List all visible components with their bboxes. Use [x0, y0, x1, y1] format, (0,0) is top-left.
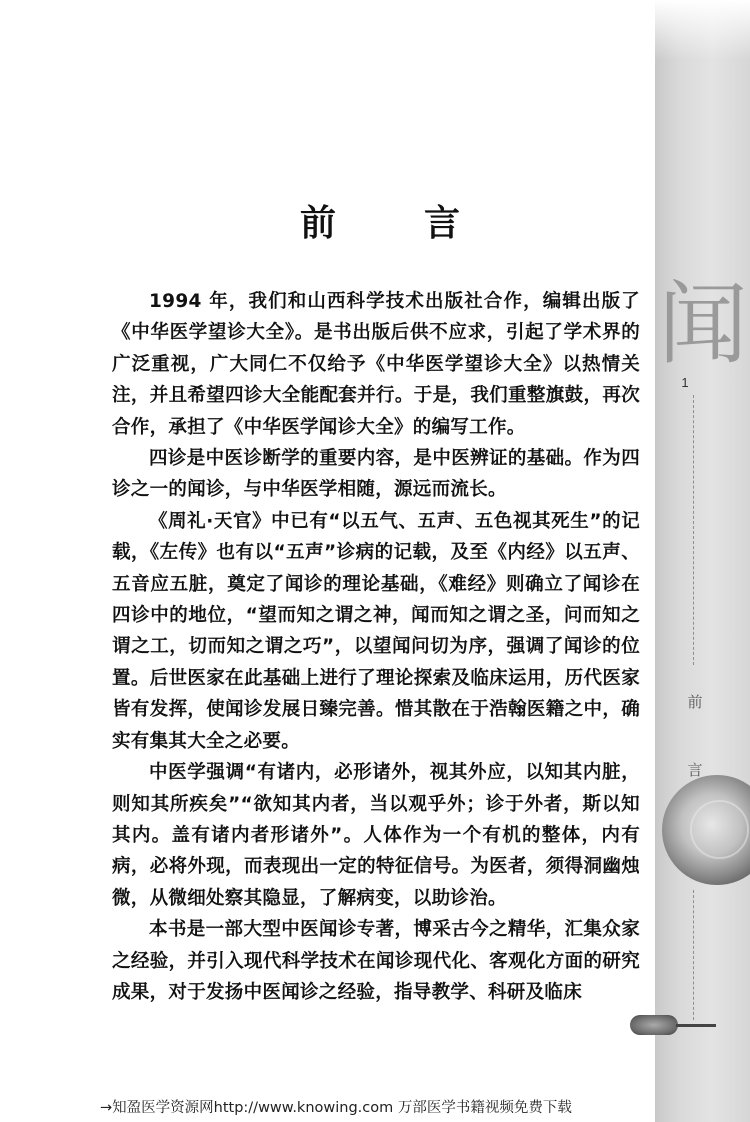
page-title	[300, 195, 460, 246]
section-label-char-2: 言	[687, 761, 703, 779]
chapter-watermark-char: 闻	[658, 272, 748, 377]
page-number: 1	[681, 375, 689, 390]
side-decoration-strip	[655, 0, 750, 1122]
strip-dashed-line-upper	[693, 395, 694, 665]
paragraph-1: 1994 年，我们和山西科学技术出版社合作，编辑出版了《中华医学望诊大全》。是书出版后供不应求，引起了学术界的广泛重视，广大同仁不仅给予《中华医学望诊大全》以热情关注，并且希望四诊大全能配套并行。于是，我们重整旗鼓，再次合作，承担了《中华医学闻诊大全》的编写工作。	[112, 291, 640, 438]
medallion-ring	[690, 800, 749, 859]
section-label-char-1: 前	[687, 693, 703, 711]
paragraph-4: 中医学强调“有诸内，必形诸外，视其外应，以知其内脏，则知其所疾矣”“欲知其内者，当以观乎外；诊于外者，斯以知其内。盖有诸内者形诸外”。人体作为一个有机的整体，内有病，必将外现，而表现出一定的特征信号。为医者，须得洞幽烛微，从微细处察其隐显，了解病变，以助诊治。	[112, 762, 640, 909]
footer-watermark-text: →知盈医学资源网http://www.knowing.com 万部医学书籍视频免费下载	[100, 1100, 572, 1116]
preface-body	[112, 286, 640, 1008]
paragraph-5: 本书是一部大型中医闻诊专著，博采古今之精华，汇集众家之经验，并引入现代科学技术在闻诊现代化、客观化方面的研究成果，对于发扬中医闻诊之经验，指导教学、科研及临床	[112, 919, 640, 1003]
title-char-1: 前	[300, 203, 337, 244]
strip-top-fade	[655, 0, 750, 60]
bottom-ornament	[630, 1015, 678, 1035]
paragraph-3: 《周礼·天官》中已有“以五气、五声、五色视其死生”的记载，《左传》也有以“五声”诊病的记载，及至《内经》以五声、五音应五脏，奠定了闻诊的理论基础，《难经》则确立了闻诊在四诊中的地位，“望而知之谓之神，闻而知之谓之圣，问而知之谓之工，切而知之谓之巧”，以望闻问切为序，强调了闻诊的位置。后世医家在此基础上进行了理论探索及临床运用，历代医家皆有发挥，使闻诊发展日臻完善。惜其散在于浩翰医籍之中，确实有集其大全之必要。	[112, 510, 640, 752]
strip-dashed-line-lower	[693, 890, 694, 1020]
paragraph-2: 四诊是中医诊断学的重要内容，是中医辨证的基础。作为四诊之一的闻诊，与中华医学相随，源远而流长。	[112, 448, 640, 501]
title-char-2: 言	[423, 203, 460, 244]
bottom-ornament-line	[676, 1024, 716, 1027]
